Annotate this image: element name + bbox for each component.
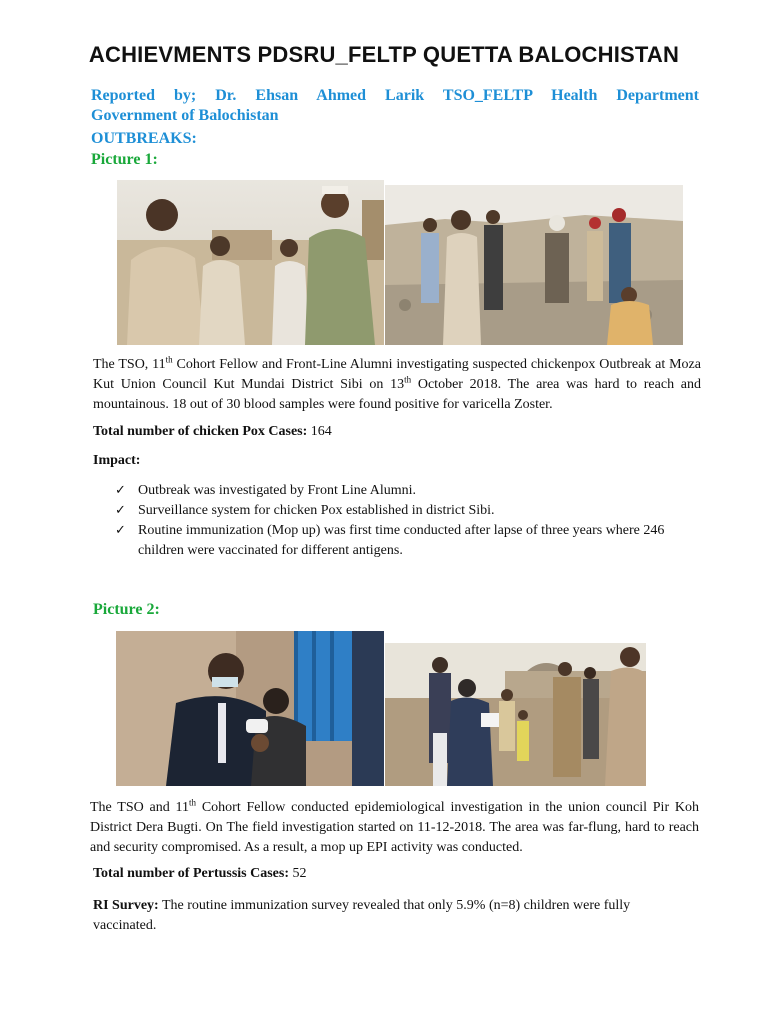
picture1-photo-right: [385, 185, 683, 345]
impact-item-text: Routine immunization (Mop up) was first time conducted after lapse of three years where 246 children were vaccinated for different antigens.: [138, 523, 665, 558]
picture1-text-b: Cohort Fellow and Front-Line Alumni investigating suspected chickenpox Outbreak at Moza Kut Union Council Kut Mundai District Sibi on 13: [93, 357, 701, 392]
list-item: [115, 481, 695, 501]
reported-by-line2: Government of Balochistan: [91, 107, 279, 124]
picture2-heading: Picture 2:: [93, 601, 160, 618]
list-item: [115, 501, 695, 521]
picture1-heading: Picture 1:: [91, 151, 158, 168]
pertussis-total: [93, 866, 307, 882]
picture1-sup-2: th: [404, 374, 412, 385]
check-icon: ✓: [115, 523, 126, 538]
picture1-photo-left: [117, 180, 384, 345]
check-icon: ✓: [115, 483, 126, 498]
impact-item-text: Outbreak was investigated by Front Line Alumni.: [138, 483, 417, 498]
photo-field-team-icon: [117, 180, 384, 345]
pertussis-total-label: Total number of Pertussis Cases:: [93, 866, 290, 881]
picture1-text-c: October 2018. The area was hard to reach and mountainous. 18 out of 30 blood samples were found positive for varicella Zoster.: [93, 377, 701, 412]
page-title: ACHIEVMENTS PDSRU_FELTP QUETTA BALOCHISTAN: [88, 42, 680, 67]
picture2-sup: th: [189, 797, 197, 808]
list-item: [115, 521, 695, 561]
pertussis-total-value: 52: [289, 866, 307, 881]
impact-heading: Impact:: [93, 453, 141, 468]
chickenpox-total-label: Total number of chicken Pox Cases:: [93, 424, 308, 439]
picture2-photo-left: [116, 631, 384, 786]
photo-vaccination-icon: [116, 631, 384, 786]
impact-list: [115, 481, 695, 561]
picture2-description: [90, 798, 699, 858]
picture1-text-a: The TSO, 11: [93, 357, 166, 372]
reported-by: [91, 86, 699, 126]
reported-by-line1: Reported by; Dr. Ehsan Ahmed Larik TSO_FELTP Health Department: [91, 87, 699, 104]
impact-item-text: Surveillance system for chicken Pox established in district Sibi.: [138, 503, 495, 518]
ri-survey: [93, 896, 693, 936]
picture2-photo-right: [385, 643, 646, 786]
picture2-text-b: Cohort Fellow conducted epidemiological investigation in the union council Pir Koh District Dera Bugti. On The field investigation started on 11-12-2018. The area was far-flung, hard to reach and security compromised. As a result, a mop up EPI activity was conducted.: [90, 800, 700, 855]
photo-village-team-icon: [385, 643, 646, 786]
ri-survey-label: RI Survey:: [93, 898, 159, 913]
chickenpox-total-value: 164: [307, 424, 332, 439]
ri-survey-text: The routine immunization survey revealed that only 5.9% (n=8) children were fully vaccinated.: [93, 898, 631, 933]
outbreaks-heading: OUTBREAKS:: [91, 130, 197, 147]
check-icon: ✓: [115, 503, 126, 518]
picture2-text-a: The TSO and 11: [90, 800, 190, 815]
picture1-sup-1: th: [165, 354, 173, 365]
picture1-description: [93, 355, 701, 415]
photo-rocky-field-icon: [385, 185, 683, 345]
chickenpox-total: [93, 424, 332, 440]
